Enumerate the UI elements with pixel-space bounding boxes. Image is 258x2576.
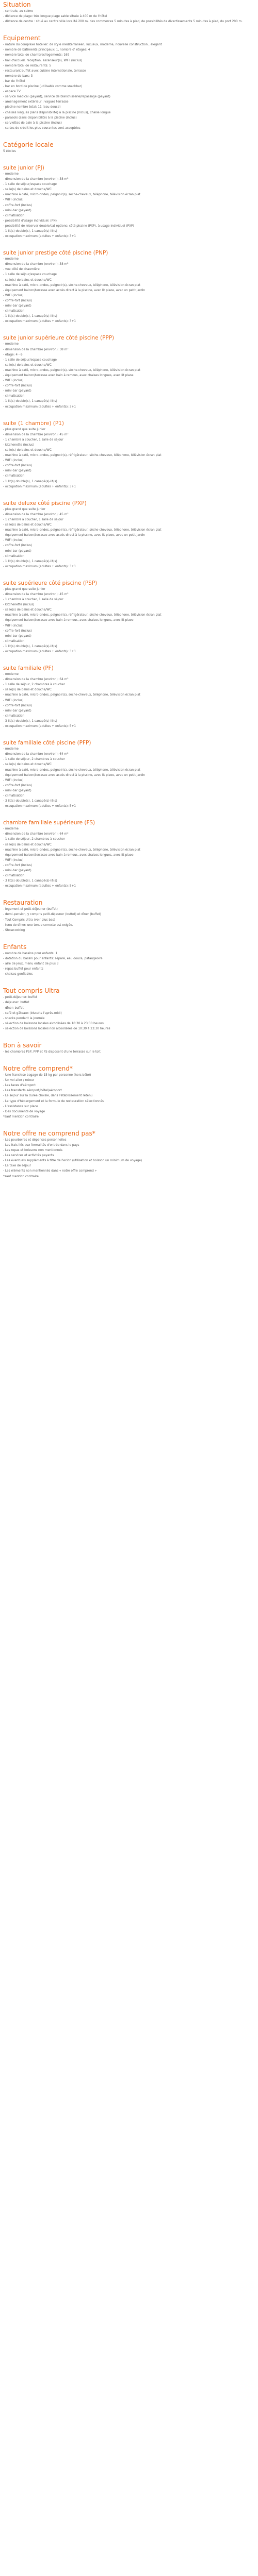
list-item: - machine à café, micro-ondes, peignoir(s), réfrigérateur, sèche-cheveux, téléphone, télévision écran plat xyxy=(3,614,162,617)
list-item: - Un vol aller / retour xyxy=(3,1079,35,1082)
list-item: - distance de centre : situé au centre ville localité 200 m, des commerces 5 minutes à pied, de possibilités de divertissements 5 minutes à pied, du port 200 m. xyxy=(3,20,243,24)
list-item: - mini-bar (payant) xyxy=(3,789,31,792)
list-item: - Les transferts aéroport/hôtel/aéroport xyxy=(3,1089,62,1093)
list-item: - dimension de la chambre (environ): 64 m² xyxy=(3,833,69,836)
avoir-section xyxy=(3,1042,252,1055)
list-item: - sélection de boissons locales non alcoolisées de 10:30 à 23:30 heures xyxy=(3,1027,110,1030)
room-section xyxy=(3,164,252,239)
list-item: - demi-pension, y compris petit-déjeuner (buffet) et dîner (buffet) xyxy=(3,913,101,917)
avoir-list xyxy=(3,1049,252,1055)
list-item: - serviettes de bain à la piscine (inclus) xyxy=(3,121,62,125)
hotel-description xyxy=(0,0,258,1183)
list-item: - étage: 4 - 6 xyxy=(3,353,23,357)
list-item: - 3 lit(s) double(s), 1 canapé(s)-lit(s) xyxy=(3,719,57,723)
list-item: - salle(s) de bains et douche/WC xyxy=(3,523,52,527)
room-section xyxy=(3,420,252,489)
list-item: - WIFI (inclus) xyxy=(3,539,24,543)
situation-list xyxy=(3,9,252,24)
list-item: - climatisation xyxy=(3,639,25,643)
list-item: - climatisation xyxy=(3,794,25,798)
list-item: - tenu de dîner: une tenue correcte est exigée. xyxy=(3,923,73,927)
section-title: Bon à savoir xyxy=(3,1041,42,1049)
list-item: - machine à café, micro-ondes, peignoir(s), sèche-cheveux, téléphone, télévision écran plat xyxy=(3,848,141,852)
list-item: - coffre-fort (inclus) xyxy=(3,544,32,548)
room-section xyxy=(3,249,252,324)
list-item: - coffre-fort (inclus) xyxy=(3,204,32,207)
list-item: *sauf mention contraire xyxy=(3,1115,39,1118)
list-item: - 1 salle de séjour/espace couchage xyxy=(3,183,57,187)
list-item: - nombre total de restaurants: 5 xyxy=(3,64,52,67)
list-item: - 1 lit(s) double(s), 1 canapé(s)-lit(s) xyxy=(3,315,57,318)
list-item: - WIFI (inclus) xyxy=(3,294,24,297)
categorie-section xyxy=(3,141,252,154)
list-item: - climatisation xyxy=(3,474,25,478)
section-title: Restauration xyxy=(3,899,43,907)
list-item: - kitchenette (inclus) xyxy=(3,603,35,607)
list-item: - dimension de la chambre (environ): 64 m² xyxy=(3,678,69,682)
list-item: - Des documents de voyage xyxy=(3,1110,45,1113)
list-item: - 1 lit(s) double(s), 1 canapé(s)-lit(s) xyxy=(3,230,57,233)
list-item: - équipement balcon/terrasse avec bain à remous, avec chaises longues, avec lit plaoe xyxy=(3,374,134,377)
list-item: - moderne xyxy=(3,748,19,751)
list-item: - salle(s) de bains et douche/WC xyxy=(3,449,52,452)
list-item: - occupation maximum (adultes + enfants): 5+1 xyxy=(3,885,76,888)
list-item: - dimension de la chambre (environ): 45 m² xyxy=(3,592,69,596)
list-item: - café et gâteaux (biscuits l'après-midi) xyxy=(3,1011,62,1015)
exclus-section xyxy=(3,1130,252,1179)
list-item: - snacks pendant la journée xyxy=(3,1016,45,1020)
list-item: - mini-bar (payant) xyxy=(3,469,31,473)
room-section xyxy=(3,334,252,409)
list-item: - WIFI (inclus) xyxy=(3,699,24,702)
enfants-section xyxy=(3,943,252,977)
list-item: - moderne xyxy=(3,827,19,831)
list-item: - Une franchise bagage de 15 kg par personne (hors bébé) xyxy=(3,1074,91,1077)
offre-section xyxy=(3,1065,252,1120)
list-item: - possibilité d'usage individuel: (PN) xyxy=(3,219,57,223)
list-item: - dîner: buffet xyxy=(3,1006,24,1010)
list-item: - Tout Compris Ultra (voir plus bas) xyxy=(3,918,55,922)
situation-section xyxy=(3,1,252,24)
list-item: - espace TV xyxy=(3,90,21,94)
list-item: - parasols (sans disponibilité) à la piscine (inclus) xyxy=(3,116,77,120)
section-title: Notre offre ne comprend pas* xyxy=(3,1129,95,1137)
list-item: - équipement balcon/terrasse avec accès direct à la piscine, avec lit plaoe, avec un petit jardin xyxy=(3,289,146,292)
room-title: chambre familiale supérieure (FS) xyxy=(3,820,95,826)
list-item: - 3 lit(s) double(s), 1 canapé(s)-lit(s) xyxy=(3,879,57,883)
list-item: - cartes de crédit les plus courantes sont acceptées xyxy=(3,126,80,130)
list-item: - Les repas et boissons non mentionnés xyxy=(3,1149,63,1153)
list-item: - dotation du bassin pour enfants: séparé, eau douce, pataugeoire xyxy=(3,957,103,960)
room-features-list xyxy=(3,257,252,324)
list-item: - 1 salle de séjour, 2 chambres à coucher xyxy=(3,683,65,687)
list-item: - équipement balcon/terrasse avec bain à remous, avec chaises longues, avec lit plaoe xyxy=(3,619,134,622)
room-section xyxy=(3,819,252,889)
list-item: *sauf mention contraire xyxy=(3,1175,39,1178)
list-item: - 1 salle de séjour, 2 chambres à coucher xyxy=(3,758,65,761)
list-item: - centrale, au calme xyxy=(3,10,34,13)
list-item: - logement et petit-déjeuner (buffet) xyxy=(3,908,58,911)
ultra-section xyxy=(3,987,252,1031)
list-item: - nombre total de chambres/logements: 169 xyxy=(3,54,70,57)
list-item: - dimension de la chambre (environ): 38 m² xyxy=(3,263,69,266)
restauration-list xyxy=(3,907,252,933)
list-item: - climatisation xyxy=(3,395,25,398)
list-item: - occupation maximum (adultes + enfants): 3+1 xyxy=(3,565,76,568)
offre-list xyxy=(3,1073,252,1120)
list-item: - Le séjour sur la durée choisie, dans l'établissement retenu xyxy=(3,1094,93,1098)
list-item: - occupation maximum (adultes + enfants): 3+1 xyxy=(3,485,76,488)
list-item: - mini-bar (payant) xyxy=(3,209,31,212)
list-item: - WIFI (inclus) xyxy=(3,459,24,463)
list-item: - climatisation xyxy=(3,310,25,313)
list-item: - machine à café, micro-ondes, peignoir(s), sèche-cheveux, téléphone, télévision écran plat xyxy=(3,768,141,772)
list-item: - nature du complexe hôtelier: de style méditerranéen, luxueux, moderne, nouvelle construction , élégant xyxy=(3,43,162,47)
list-item: - WIFI (inclus) xyxy=(3,379,24,383)
list-item: - moderne xyxy=(3,258,19,261)
list-item: - coffre-fort (inclus) xyxy=(3,464,32,468)
list-item: - salle(s) de bains et douche/WC xyxy=(3,363,52,367)
section-title: Tout compris Ultra xyxy=(3,987,60,995)
list-item: - coffre-fort (inclus) xyxy=(3,704,32,707)
list-item: - Les frais liés aux formalités d'entrée dans le pays xyxy=(3,1144,79,1147)
list-item: - aménagement extérieur : vagues terrasse xyxy=(3,100,69,104)
list-item: - mini-bar (payant) xyxy=(3,304,31,308)
list-item: - sélection de boissons locales alcoolisées de 10:30 à 23:30 heures xyxy=(3,1022,104,1025)
list-item: - nombre de bars: 3 xyxy=(3,74,33,78)
list-item: - dimension de la chambre (environ): 38 m² xyxy=(3,178,69,181)
list-item: - vue côté de chaumière xyxy=(3,268,40,272)
room-section xyxy=(3,580,252,654)
list-item: - occupation maximum (adultes + enfants): 5+1 xyxy=(3,805,76,808)
list-item: - dimension de la chambre (environ): 45 m² xyxy=(3,513,69,516)
list-item: - climatisation xyxy=(3,874,25,878)
list-item: - machine à café, micro-ondes, peignoir(s), sèche-cheveux, téléphone, télévision écran plat xyxy=(3,283,141,287)
list-item: - salle(s) de bains et douche/WC xyxy=(3,608,52,612)
room-title: suite supérieure côté piscine (PSP) xyxy=(3,580,98,586)
exclus-list xyxy=(3,1138,252,1179)
list-item: - équipement balcon/terrasse avec accès direct à la piscine, avec lit plaoe, avec un petit jardin xyxy=(3,534,146,537)
list-item: - Les taxes d'aéroport xyxy=(3,1084,36,1088)
room-features-list xyxy=(3,172,252,239)
list-item: - WIFI (inclus) xyxy=(3,778,24,782)
list-item: - moderne xyxy=(3,343,19,346)
list-item: - chaises gonflables xyxy=(3,973,33,976)
list-item: - coffre-fort (inclus) xyxy=(3,784,32,787)
list-item: - plus grand que suite junior xyxy=(3,507,45,511)
room-section xyxy=(3,739,252,809)
list-item: - service médical (payant), service de blanchisserie/repassage (payant) xyxy=(3,95,110,99)
list-item: - moderne xyxy=(3,673,19,676)
room-section xyxy=(3,665,252,729)
room-features-list xyxy=(3,672,252,729)
section-title: Situation xyxy=(3,1,31,8)
list-item: - équipement balcon/terrasse avec accès direct à la piscine, avec lit plaoe, avec un petit jardin xyxy=(3,773,146,777)
list-item: - 3 lit(s) double(s), 1 canapé(s)-lit(s) xyxy=(3,800,57,803)
list-item: - kitchenette (inclus) xyxy=(3,443,35,447)
enfants-list xyxy=(3,951,252,977)
room-title: suite junior prestige côté piscine (PNP) xyxy=(3,250,108,257)
list-item: - occupation maximum (adultes + enfants): 3+1 xyxy=(3,235,76,239)
list-item: - dimension de la chambre (environ): 45 m² xyxy=(3,433,69,436)
list-item: - machine à café, micro-ondes, peignoir(s), réfrigérateur, sèche-cheveux, téléphone, télévision écran plat xyxy=(3,529,162,532)
list-item: - Les services et activités payants xyxy=(3,1154,54,1158)
ultra-list xyxy=(3,995,252,1031)
list-item: - Les éléments non mentionnés dans « notre offre comprend » xyxy=(3,1170,97,1173)
list-item: - coffre-fort (inclus) xyxy=(3,384,32,388)
list-item: - bar de l'hôtel xyxy=(3,79,25,83)
list-item: - salle(s) de bains et douche/WC xyxy=(3,843,52,846)
list-item: - occupation maximum (adultes + enfants): 3+1 xyxy=(3,320,76,324)
list-item: - Showcooking xyxy=(3,928,25,932)
list-item: - nombre de bassins pour enfants: 1 xyxy=(3,952,58,955)
room-title: suite familiale côté piscine (PFP) xyxy=(3,740,91,747)
list-item: - salle(s) de bains et douche/WC xyxy=(3,763,52,767)
list-item: - nombre de bâtiments principaux: 1, nombre d' étages: 4 xyxy=(3,48,90,52)
list-item: - hall d'accueil, réception, ascenseur(s), WIFI (inclus) xyxy=(3,59,83,62)
list-item: - équipement balcon/terrasse avec bain à remous, avec chaises longues, avec lit plaoe xyxy=(3,853,134,857)
list-item: - moderne xyxy=(3,172,19,176)
list-item: - occupation maximum (adultes + enfants): 3+1 xyxy=(3,650,76,653)
room-title: suite familiale (PF) xyxy=(3,665,54,672)
list-item: - 1 chambre à coucher, 1 salle de séjour xyxy=(3,598,63,602)
section-title: Enfants xyxy=(3,943,27,951)
room-title: suite (1 chambre) (P1) xyxy=(3,420,64,427)
room-features-list xyxy=(3,826,252,889)
list-item: - La taxe de séjour xyxy=(3,1164,31,1168)
list-item: - mini-bar (payant) xyxy=(3,709,31,713)
list-item: - climatisation xyxy=(3,554,25,558)
list-item: - machine à café, micro-ondes, peignoir(s), sèche-cheveux, téléphone, télévision écran plat xyxy=(3,193,141,197)
list-item: - machine à café, micro-ondes, peignoir(s), réfrigérateur, sèche-cheveux, téléphone, télévision écran plat xyxy=(3,454,162,457)
list-item: - occupation maximum (adultes + enfants): 3+1 xyxy=(3,405,76,409)
list-item: - 1 lit(s) double(s), 1 canapé(s)-lit(s) xyxy=(3,645,57,648)
list-item: - WIFI (inclus) xyxy=(3,624,24,628)
list-item: - repas buffet pour enfants xyxy=(3,968,43,971)
room-title: suite deluxe côté piscine (PXP) xyxy=(3,500,87,506)
list-item: - 1 chambre à coucher, 1 salle de séjour xyxy=(3,438,63,442)
list-item: - climatisation xyxy=(3,214,25,217)
list-item: - occupation maximum (adultes + enfants): 5+1 xyxy=(3,725,76,728)
list-item: - coffre-fort (inclus) xyxy=(3,863,32,867)
section-title: Equipement xyxy=(3,35,41,42)
list-item: - Les éventuels suppléments à titre de l'ecion (utilisation et boisson un minimum de voyage) xyxy=(3,1159,142,1163)
list-item: - dimension de la chambre (environ): 64 m² xyxy=(3,753,69,756)
section-title: Catégorie locale xyxy=(3,141,54,148)
list-item: - L'assistance sur place xyxy=(3,1105,38,1108)
list-item: - Les pourboires et dépenses personnelles xyxy=(3,1138,67,1142)
list-item: - salle(s) de bains et douche/WC xyxy=(3,188,52,192)
list-item: - chaises longues (sans disponibilité) à la piscine (inclus), chaise longue xyxy=(3,111,111,114)
list-item: - distance de plage: très longue plage sable située à 400 m de l'hôtel xyxy=(3,15,107,19)
restauration-section xyxy=(3,899,252,933)
section-title: Notre offre comprend* xyxy=(3,1065,73,1073)
list-item: - restaurant buffet avec cuisine internationale, terrasse xyxy=(3,69,86,73)
list-item: - 1 salle de séjour/espace couchage xyxy=(3,273,57,277)
list-item: - 1 lit(s) double(s), 1 canapé(s)-lit(s) xyxy=(3,400,57,403)
list-item: - 1 salle de séjour, 2 chambres à coucher xyxy=(3,838,65,841)
list-item: - dimension de la chambre (environ): 38 m² xyxy=(3,348,69,351)
equipement-section xyxy=(3,35,252,131)
room-features-list xyxy=(3,507,252,569)
category-value: 5 étoiles xyxy=(3,149,16,153)
list-item: - aire de jeux, menu enfant de plus 3 xyxy=(3,962,59,966)
list-item: - coffre-fort (inclus) xyxy=(3,629,32,633)
list-item: - bar en bord de piscine (utilisable comme snackbar) xyxy=(3,85,83,89)
list-item: - déjeuner: buffet xyxy=(3,1001,29,1005)
list-item: - WIFI (inclus) xyxy=(3,858,24,862)
list-item: - mini-bar (payant) xyxy=(3,549,31,553)
list-item: - mini-bar (payant) xyxy=(3,869,31,872)
list-item: - Le type d'hébergement et la formule de restauration sélectionnés xyxy=(3,1099,104,1103)
list-item: - climatisation xyxy=(3,714,25,718)
room-features-list xyxy=(3,427,252,489)
equipement-list xyxy=(3,42,252,131)
list-item: - salle(s) de bains et douche/WC xyxy=(3,278,52,282)
list-item: - machine à café, micro-ondes, peignoir(s), sèche-cheveux, téléphone, télévision écran plat xyxy=(3,368,141,372)
room-features-list xyxy=(3,587,252,654)
list-item: - mini-bar (payant) xyxy=(3,389,31,393)
list-item: - mini-bar (payant) xyxy=(3,634,31,638)
list-item: - possibilité de réserver double/cat options: côté piscine (PXP), à usage individuel (PXP) xyxy=(3,224,134,228)
list-item: - petit-déjeuner: buffet xyxy=(3,996,38,999)
room-features-list xyxy=(3,342,252,409)
room-features-list xyxy=(3,747,252,809)
room-title: suite junior supérieure côté piscine (PPP) xyxy=(3,335,115,342)
list-item: - 1 lit(s) double(s), 1 canapé(s)-lit(s) xyxy=(3,480,57,483)
room-title: suite junior (PJ) xyxy=(3,164,44,171)
rooms-container xyxy=(3,164,252,899)
list-item: - 1 salle de séjour/espace couchage xyxy=(3,358,57,362)
list-item: - machine à café, micro-ondes, peignoir(s), sèche-cheveux, téléphone, télévision écran plat xyxy=(3,693,141,697)
list-item: - les chambres PSP, PPP et FS disposent d'une terrasse sur le toit. xyxy=(3,1050,102,1054)
list-item: - plus grand que suite junior xyxy=(3,428,45,431)
list-item: - 1 lit(s) double(s), 1 canapé(s)-lit(s) xyxy=(3,560,57,563)
list-item: - piscine nombre total: 11 (eau douce) xyxy=(3,106,61,109)
list-item: - WIFI (inclus) xyxy=(3,198,24,202)
room-section xyxy=(3,500,252,569)
list-item: - salle(s) de bains et douche/WC xyxy=(3,688,52,692)
list-item: - plus grand que suite junior xyxy=(3,587,45,591)
list-item: - coffre-fort (inclus) xyxy=(3,299,32,302)
list-item: - 1 chambre à coucher, 1 salle de séjour xyxy=(3,518,63,521)
